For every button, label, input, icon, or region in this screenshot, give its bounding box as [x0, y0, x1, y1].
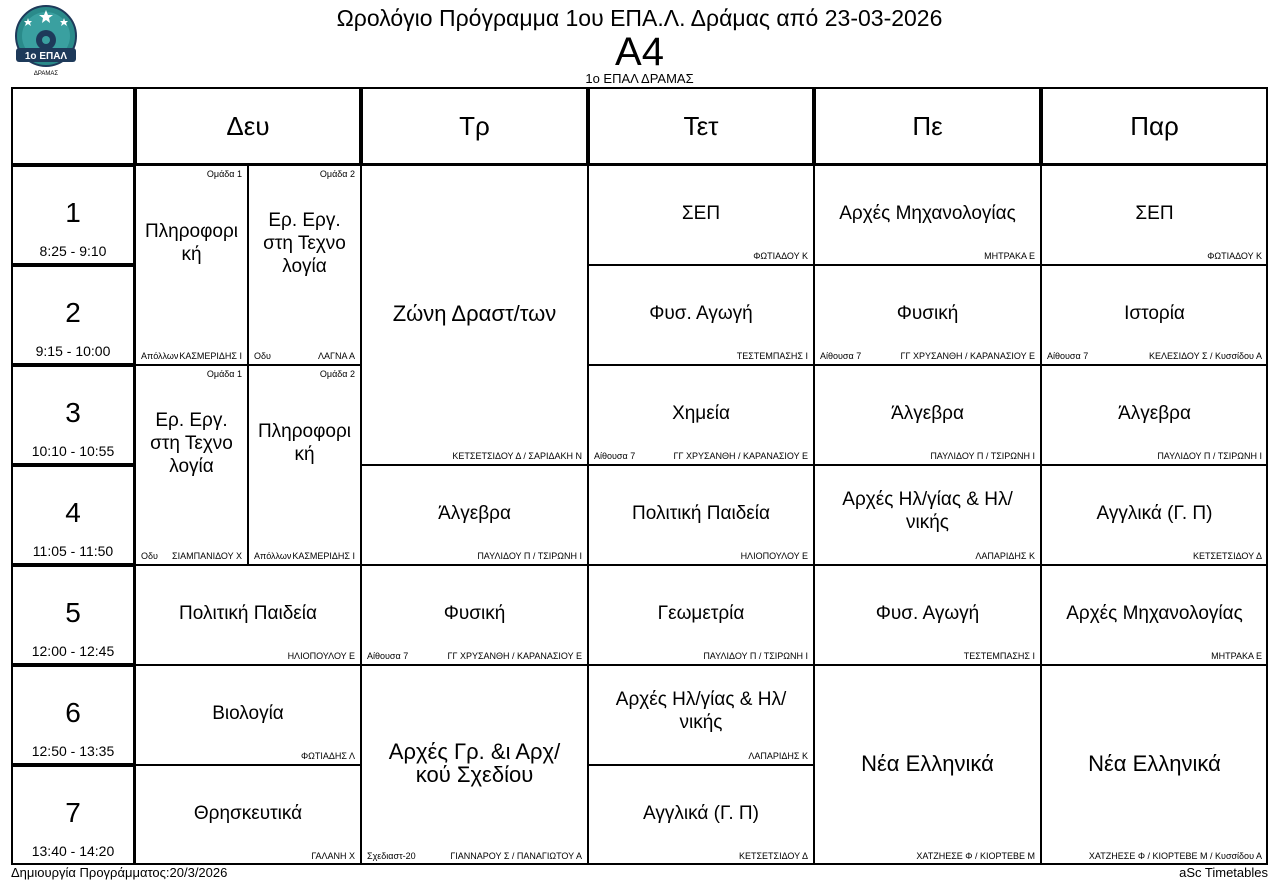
- lesson-cell[interactable]: [814, 265, 1041, 365]
- period-number: 6: [65, 697, 81, 728]
- lesson-teacher: ΦΩΤΙΑΔΟΥ Κ: [1207, 251, 1262, 261]
- period-header: [11, 765, 135, 865]
- lesson-subject: Άλγεβρα: [1118, 402, 1191, 424]
- lesson-cell[interactable]: [588, 165, 814, 265]
- period-number: 4: [65, 497, 81, 528]
- lesson-cell[interactable]: [814, 365, 1041, 465]
- lesson-subject: Ερ. Εργ. στη Τεχνο λογία: [150, 409, 233, 477]
- day-header: [814, 87, 1041, 165]
- day-header: [588, 87, 814, 165]
- lesson-cell[interactable]: [135, 665, 361, 765]
- lesson-subject: Αγγλικά (Γ. Π): [643, 802, 759, 824]
- lesson-subject: Φυσική: [443, 602, 506, 624]
- lesson-subject: Ζώνη Δραστ/των: [392, 300, 557, 326]
- lesson-cell[interactable]: [135, 365, 248, 565]
- lesson-subject: Αρχές Μηχανολογίας: [839, 202, 1016, 224]
- lesson-teacher: ΓΑΛΑΝΗ Χ: [311, 851, 355, 861]
- lesson-room: Απόλλων: [141, 351, 179, 361]
- lesson-subject: Φυσ. Αγωγή: [649, 302, 753, 324]
- lesson-cell[interactable]: [814, 665, 1041, 865]
- day-header: [1041, 87, 1268, 165]
- lesson-subject: Αγγλικά (Γ. Π): [1096, 502, 1213, 524]
- period-time: 12:50 - 13:35: [31, 743, 115, 759]
- lesson-cell[interactable]: [248, 365, 361, 565]
- lesson-room: Αίθουσα 7: [820, 351, 862, 361]
- grid-corner: [11, 87, 135, 165]
- lesson-cell[interactable]: [588, 465, 814, 565]
- lesson-subject: Πληροφορι κή: [257, 421, 352, 465]
- lesson-teacher: ΠΑΥΛΙΔΟΥ Π / ΤΣΙΡΩΝΗ Ι: [1157, 451, 1262, 461]
- lesson-room: Αίθουσα 7: [1047, 351, 1089, 361]
- lesson-teacher: ΤΕΣΤΕΜΠΑΣΗΣ Ι: [963, 651, 1035, 661]
- lesson-teacher: ΓΓ ΧΡΥΣΑΝΘΗ / ΚΑΡΑΝΑΣΙΟΥ Ε: [673, 451, 808, 461]
- lesson-subject: Αρχές Ηλ/γίας & Ηλ/ νικής: [615, 689, 787, 733]
- lesson-room: Αίθουσα 7: [367, 651, 409, 661]
- lesson-teacher: ΠΑΥΛΙΔΟΥ Π / ΤΣΙΡΩΝΗ Ι: [930, 451, 1035, 461]
- lesson-cell[interactable]: [1041, 265, 1268, 365]
- period-time: 10:10 - 10:55: [31, 443, 115, 459]
- day-header: [135, 87, 361, 165]
- lesson-cell[interactable]: [1041, 165, 1268, 265]
- lesson-teacher: ΣΙΑΜΠΑΝΙΔΟΥ Χ: [172, 551, 242, 561]
- lesson-teacher: ΛΑΠΑΡΙΔΗΣ Κ: [975, 551, 1035, 561]
- lesson-subject: Ιστορία: [1124, 302, 1185, 324]
- day-label: Παρ: [1130, 110, 1179, 141]
- lesson-subject: Φυσική: [896, 302, 959, 324]
- period-number: 2: [65, 297, 81, 328]
- lesson-subject: Γεωμετρία: [657, 602, 745, 624]
- period-header: [11, 465, 135, 565]
- period-time: 13:40 - 14:20: [31, 843, 115, 859]
- lesson-cell[interactable]: [361, 465, 588, 565]
- created-date: Δημιουργία Προγράμματος:20/3/2026: [11, 865, 228, 880]
- period-number: 7: [65, 797, 81, 828]
- day-label: Τετ: [683, 110, 719, 141]
- lesson-room: Σχεδιαστ-20: [367, 851, 416, 861]
- lesson-cell[interactable]: [814, 565, 1041, 665]
- lesson-subject: Νέα Ελληνικά: [1088, 750, 1221, 776]
- lesson-teacher: ΜΗΤΡΑΚΑ Ε: [984, 251, 1035, 261]
- period-header: [11, 365, 135, 465]
- period-time: 11:05 - 11:50: [32, 543, 114, 559]
- lesson-subject: ΣΕΠ: [1135, 202, 1174, 224]
- period-number: 3: [65, 397, 81, 428]
- school-name: 1ο ΕΠΑΛ ΔΡΑΜΑΣ: [585, 71, 694, 86]
- lesson-teacher: ΚΕΤΣΕΤΣΙΔΟΥ Δ: [1192, 551, 1262, 561]
- lesson-subject: ΣΕΠ: [681, 202, 721, 224]
- day-label: Τρ: [459, 110, 490, 141]
- lesson-subject: Βιολογία: [212, 702, 284, 724]
- lesson-cell[interactable]: [1041, 465, 1268, 565]
- lesson-subject: Πολιτική Παιδεία: [179, 602, 317, 624]
- logo-text: 1ο ΕΠΑΛ: [24, 51, 68, 62]
- lesson-cell[interactable]: [361, 165, 588, 465]
- page-title: Ωρολόγιο Πρόγραμμα 1ου ΕΠΑ.Λ. Δράμας από 23-03-2026: [336, 5, 943, 31]
- lesson-teacher: ΓΙΑΝΝΑΡΟΥ Σ / ΠΑΝΑΓΙΩΤΟΥ Α: [450, 851, 582, 861]
- lesson-teacher: ΜΗΤΡΑΚΑ Ε: [1211, 651, 1262, 661]
- day-header: [361, 87, 588, 165]
- lesson-subject: Αρχές Γρ. &ι Αρχ/ κού Σχεδίου: [388, 739, 561, 787]
- lesson-cell[interactable]: [1041, 565, 1268, 665]
- lesson-cell[interactable]: [361, 565, 588, 665]
- lesson-teacher: ΠΑΥΛΙΔΟΥ Π / ΤΣΙΡΩΝΗ Ι: [703, 651, 808, 661]
- lesson-teacher: ΧΑΤΖΗΕΣΕ Φ / ΚΙΟΡΤΕΒΕ Μ: [916, 851, 1035, 861]
- lesson-cell[interactable]: [588, 665, 814, 765]
- lesson-teacher: ΚΑΣΜΕΡΙΔΗΣ Ι: [179, 351, 242, 361]
- period-header: [11, 565, 135, 665]
- class-name: A4: [615, 30, 664, 74]
- timetable-grid: [11, 87, 1268, 864]
- lesson-cell[interactable]: [588, 365, 814, 465]
- lesson-cell[interactable]: [1041, 665, 1268, 865]
- lesson-teacher: ΓΓ ΧΡΥΣΑΝΘΗ / ΚΑΡΑΝΑΣΙΟΥ Ε: [900, 351, 1035, 361]
- lesson-teacher: ΓΓ ΧΡΥΣΑΝΘΗ / ΚΑΡΑΝΑΣΙΟΥ Ε: [447, 651, 582, 661]
- lesson-teacher: ΦΩΤΙΑΔΟΥ Κ: [753, 251, 808, 261]
- lesson-room: Οδυ: [254, 351, 271, 361]
- lesson-room: Απόλλων: [254, 551, 292, 561]
- lesson-group: Ομάδα 1: [206, 369, 242, 379]
- lesson-subject: Φυσ. Αγωγή: [875, 602, 980, 624]
- lesson-teacher: ΗΛΙΟΠΟΥΛΟΥ Ε: [287, 651, 355, 661]
- lesson-cell[interactable]: [814, 465, 1041, 565]
- period-number: 5: [65, 597, 81, 628]
- lesson-teacher: ΛΑΓΝΑ Α: [318, 351, 355, 361]
- lesson-subject: Αρχές Μηχανολογίας: [1066, 602, 1243, 624]
- lesson-teacher: ΤΕΣΤΕΜΠΑΣΗΣ Ι: [736, 351, 808, 361]
- lesson-teacher: ΦΩΤΙΑΔΗΣ Λ: [301, 751, 355, 761]
- period-header: [11, 165, 135, 265]
- lesson-subject: Χημεία: [672, 402, 730, 424]
- lesson-group: Ομάδα 2: [319, 169, 355, 179]
- lesson-group: Ομάδα 2: [319, 369, 355, 379]
- lesson-subject: Αρχές Ηλ/γίας & Ηλ/ νικής: [842, 489, 1013, 533]
- lesson-subject: Πολιτική Παιδεία: [632, 502, 770, 524]
- lesson-cell[interactable]: [248, 165, 361, 365]
- lesson-teacher: ΗΛΙΟΠΟΥΛΟΥ Ε: [740, 551, 808, 561]
- lesson-room: Αίθουσα 7: [594, 451, 636, 461]
- lesson-cell[interactable]: [588, 765, 814, 865]
- lesson-cell[interactable]: [135, 565, 361, 665]
- lesson-teacher: ΧΑΤΖΗΕΣΕ Φ / ΚΙΟΡΤΕΒΕ Μ / Κυσσίδου Α: [1088, 851, 1262, 861]
- period-header: [11, 265, 135, 365]
- lesson-teacher: ΚΕΤΣΕΤΣΙΔΟΥ Δ: [738, 851, 808, 861]
- lesson-group: Ομάδα 1: [206, 169, 242, 179]
- day-label: Δευ: [226, 110, 270, 141]
- lesson-cell[interactable]: [135, 165, 248, 365]
- lesson-subject: Πληροφορι κή: [144, 221, 239, 265]
- lesson-subject: Νέα Ελληνικά: [861, 750, 994, 776]
- lesson-subject: Θρησκευτικά: [193, 802, 303, 824]
- period-time: 8:25 - 9:10: [39, 243, 107, 259]
- lesson-subject: Άλγεβρα: [891, 402, 964, 424]
- lesson-teacher: ΚΑΣΜΕΡΙΔΗΣ Ι: [292, 551, 355, 561]
- lesson-teacher: ΚΕΛΕΣΙΔΟΥ Σ / Κυσσίδου Α: [1148, 351, 1262, 361]
- lesson-teacher: ΠΑΥΛΙΔΟΥ Π / ΤΣΙΡΩΝΗ Ι: [477, 551, 582, 561]
- period-time: 9:15 - 10:00: [35, 343, 111, 359]
- lesson-teacher: ΛΑΠΑΡΙΔΗΣ Κ: [748, 751, 808, 761]
- logo-subtext: ΔΡΑΜΑΣ: [33, 71, 59, 77]
- lesson-teacher: ΚΕΤΣΕΤΣΙΔΟΥ Δ / ΣΑΡΙΔΑΚΗ Ν: [452, 451, 582, 461]
- lesson-subject: Ερ. Εργ. στη Τεχνο λογία: [263, 209, 346, 277]
- lesson-cell[interactable]: [814, 165, 1041, 265]
- period-time: 12:00 - 12:45: [31, 643, 115, 659]
- generator-credit: aSc Timetables: [1179, 865, 1268, 880]
- lesson-cell[interactable]: [361, 665, 588, 865]
- lesson-subject: Άλγεβρα: [438, 502, 511, 524]
- lesson-cell[interactable]: [588, 265, 814, 365]
- lesson-cell[interactable]: [1041, 365, 1268, 465]
- lesson-cell[interactable]: [135, 765, 361, 865]
- lesson-room: Οδυ: [141, 551, 158, 561]
- period-header: [11, 665, 135, 765]
- period-number: 1: [65, 197, 81, 228]
- lesson-cell[interactable]: [588, 565, 814, 665]
- day-label: Πε: [912, 110, 943, 141]
